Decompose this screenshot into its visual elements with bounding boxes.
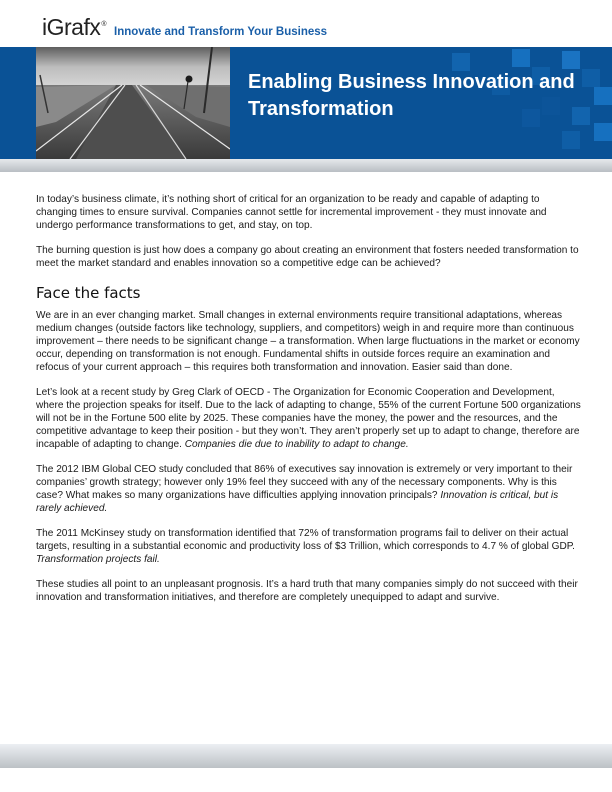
igrafx-logo: iGrafx®: [42, 14, 107, 40]
body-paragraph: These studies all point to an unpleasant prognosis. It’s a hard truth that many companies simply do not succeed with their innovation and transformation initiatives, and therefore are completely unequipped to adapt and survive.: [36, 579, 578, 604]
section-heading: Face the facts: [36, 284, 141, 303]
emphasis-text: Innovation is critical, but is rarely achieved.: [36, 489, 559, 514]
document-body: [36, 194, 581, 618]
body-paragraph: We are in an ever changing market. Small changes in external environments require transitional adaptations, whereas medium changes (outside factors like technology, suppliers, and competitors) weigh in and require more than continuous improvement – there needs to be significant change – a transformation. When large fluctuations in the market or economy occur, depending on transformation is not enough. Fundamental shifts in outside forces require an examination and refocus of your current approach – this requires both transformation and innovation. Easier said than done.: [36, 309, 580, 373]
emphasis-text: Transformation projects fail.: [36, 553, 160, 565]
header-divider-bar: [0, 159, 612, 172]
footer-bar: [0, 744, 612, 768]
body-paragraph: The 2012 IBM Global CEO study concluded that 86% of executives say innovation is extremely or very important to their companies’ growth strategy; however only 19% feel they succeed with any of the necessary components. Why is this case? What makes so many organizations have difficulties applying innovation principals? Innovation is critical, but is rarely achieved.: [36, 464, 573, 514]
body-paragraph: Let’s look at a recent study by Greg Clark of OECD - The Organization for Economic Cooperation and Development, where the projection speaks for itself. Due to the lack of adapting to change, 55% of the current Fortune 500 organizations will not be in the Fortune 500 elite by 2025. These companies have the money, the power and the resources, and the competitive advantage to keep their position - but they won’t. They aren’t properly set up to adapt to change, therefore are incapable of adapting to change. Companies die due to inability to adapt to change.: [36, 386, 581, 450]
tagline: Innovate and Transform Your Business: [114, 26, 328, 38]
intro-paragraph: The burning question is just how does a company go about creating an environment that fosters needed transformation to meet the market standard and enables innovation so a competitive edge can be achieved?: [36, 245, 579, 270]
header: [42, 14, 327, 44]
banner: [0, 47, 612, 159]
railway-tracks-photo: [36, 47, 230, 159]
emphasis-text: Companies die due to inability to adapt to change.: [184, 438, 409, 450]
intro-paragraph: In today’s business climate, it’s nothing short of critical for an organization to be ready and capable of adapting to changing times to ensure survival. Companies cannot settle for incremental improvement - they must innovate and undergo performance transformations to get, and stay, on top.: [36, 194, 547, 231]
body-paragraph: The 2011 McKinsey study on transformation identified that 72% of transformation programs fail to deliver on their actual targets, resulting in a substantial economic and productivity loss of $3 Trillion, which corresponds to 4.7 % of global GDP. Transformation projects fail.: [36, 528, 575, 565]
page-title: Enabling Business Innovation and Transformation: [248, 71, 575, 120]
railway-image: [36, 47, 230, 159]
